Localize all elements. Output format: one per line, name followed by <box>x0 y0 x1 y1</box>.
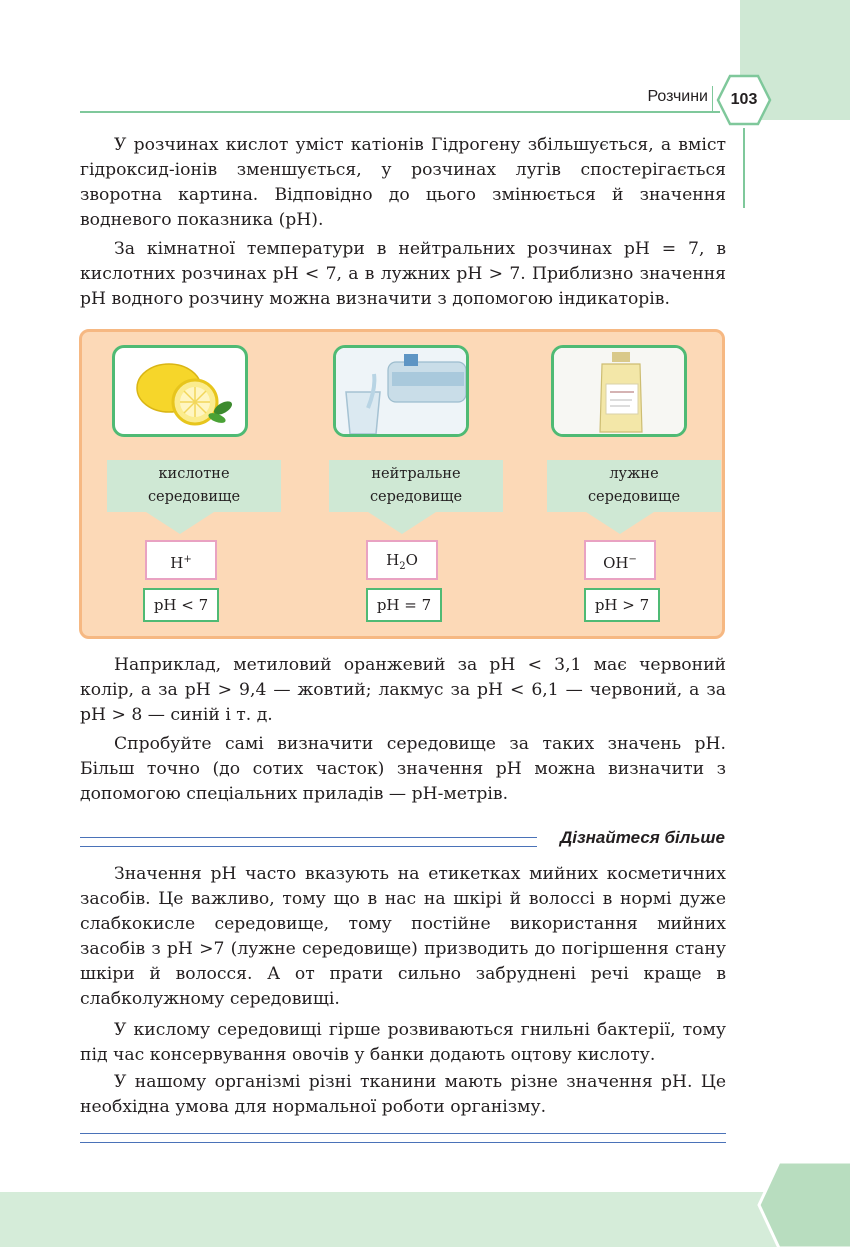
header-rule <box>80 111 720 113</box>
learn-more-paragraph-3: У нашому організмі різні тканини мають різне значення pH. Це необхідна умова для нормальної роботи організму. <box>80 1072 726 1117</box>
neutral-ph-box: pH = 7 <box>366 588 442 622</box>
footer-hexagon-icon <box>755 1160 850 1250</box>
footer-band <box>0 1192 850 1247</box>
learn-more-title: Дізнайтеся більше <box>559 828 725 847</box>
learn-more-paragraph-1: Значення pH часто вказують на етикетках мийних косметичних засобів. Це важливо, тому що в нас на шкірі й волоссі в нормі дуже слабкокисле середовище, тому постійне використання мийних засобів з pH >7 (лужне середовище) призводить до погіршення стану шкіри й волосся. А от прати сильно забруднені речі краще в слабколужному середовищі. <box>80 864 726 1009</box>
acidic-ph-box: pH < 7 <box>143 588 219 622</box>
neutral-label <box>329 460 503 512</box>
alkaline-ion-box <box>584 540 656 580</box>
alkaline-ion-charge: − <box>628 554 637 565</box>
paragraph-3: Наприклад, метиловий оранжевий за pH < 3,1 має червоний колір, а за pH > 9,4 — жовтий; лакмус за pH < 6,1 — червоний, а за pH > 8 — синій і т. д. <box>80 655 726 725</box>
lemon-photo <box>112 345 248 437</box>
running-header-title: Розчини <box>647 88 708 105</box>
acidic-ion: H <box>170 554 184 572</box>
acidic-label <box>107 460 281 512</box>
neutral-arrow <box>368 512 436 534</box>
neutral-label-line2: середовище <box>369 489 463 505</box>
acidic-ion-charge: + <box>183 554 192 565</box>
paragraph-4: Спробуйте самі визначити середовище за таких значень pH. Більш точно (до сотих часток) значення pH можна визначити з допомогою спеціальних приладів — pH-метрів. <box>80 734 726 804</box>
paragraph-1: У розчинах кислот уміст катіонів Гідрогену збільшується, а вміст гідроксид-іонів зменшується, у розчинах лугів спостерігається зворотна картина. Відповідно до цього змінюється й значення водневого показника (pH). <box>80 135 726 230</box>
learn-more-rule <box>80 837 537 847</box>
alkaline-label <box>547 460 721 512</box>
page-number: 103 <box>730 91 758 108</box>
alkaline-ion: OH <box>603 554 629 572</box>
neutral-ion-box <box>366 540 438 580</box>
header-separator <box>712 86 713 112</box>
acidic-label-line2: середовище <box>147 489 241 505</box>
water-photo <box>333 345 469 437</box>
alkaline-ph-box: pH > 7 <box>584 588 660 622</box>
alkaline-label-line1: лужне <box>609 466 659 482</box>
learn-more-bottom-rule <box>80 1133 726 1143</box>
alkaline-arrow <box>586 512 654 534</box>
neutral-ion-subscript: 2 <box>399 561 406 572</box>
alkaline-label-line2: середовище <box>587 489 681 505</box>
acidic-arrow <box>146 512 214 534</box>
margin-rule <box>743 128 745 208</box>
acidic-label-line1: кислотне <box>158 466 230 482</box>
neutral-label-line1: нейтральне <box>371 466 461 482</box>
learn-more-paragraph-2: У кислому середовищі гірше розвиваються гнильні бактерії, тому під час консервування овочів у банки додають оцтову кислоту. <box>80 1020 726 1065</box>
paragraph-2: За кімнатної температури в нейтральних розчинах pH = 7, в кислотних розчинах pH < 7, а в лужних pH > 7. Приблизно значення pH водного розчину можна визначити з допомогою індикаторів. <box>80 239 726 309</box>
neutral-ion-prefix: H <box>386 551 400 569</box>
detergent-bottle-photo <box>551 345 687 437</box>
acidic-ion-box <box>145 540 217 580</box>
neutral-ion-suffix: O <box>405 551 418 569</box>
